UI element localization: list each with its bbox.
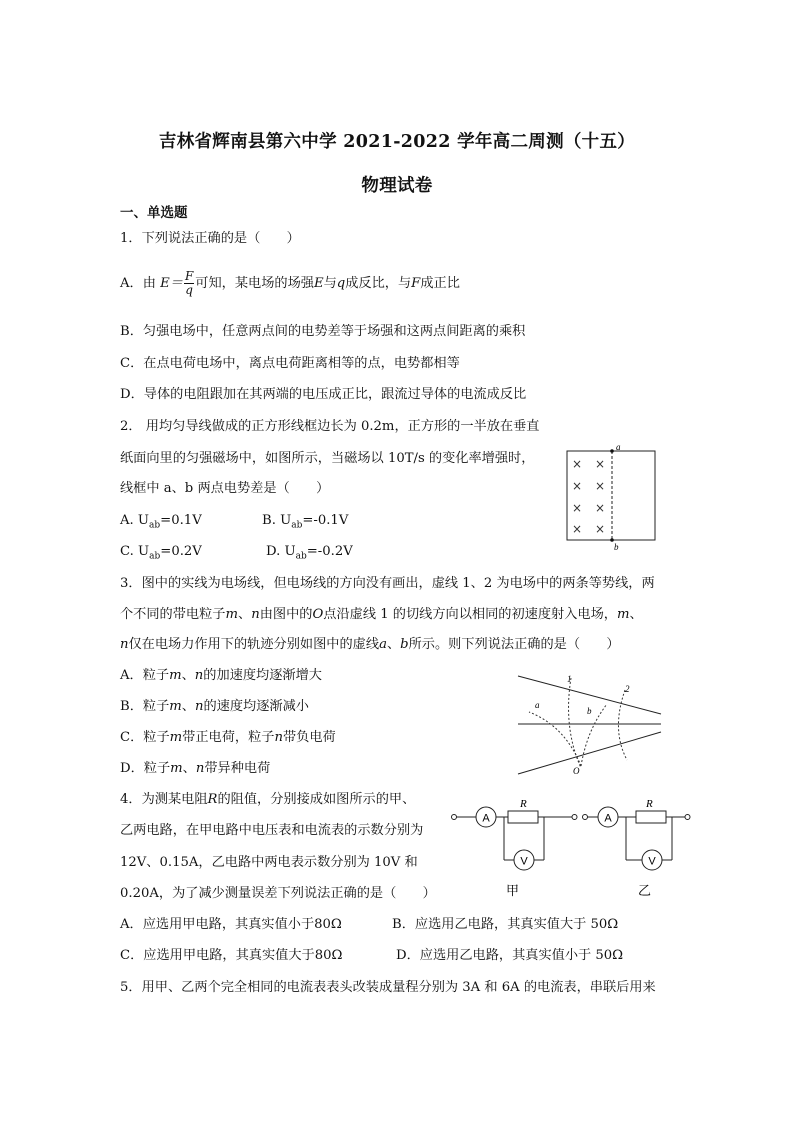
q3-option-b xyxy=(120,699,309,715)
q4-option-d: D．应选用乙电路，其真实值小于 50Ω xyxy=(396,948,624,963)
q4-jia-voltmeter-label: V xyxy=(520,855,528,868)
q4-option-a: A．应选用甲电路，其真实值小于80Ω xyxy=(120,917,342,932)
q3-m: m xyxy=(169,730,183,745)
q3-label-2: 2 xyxy=(625,684,630,694)
q4-yi-ammeter-label: A xyxy=(604,812,612,825)
q1-a-end: 成正比 xyxy=(420,276,460,291)
q3-sep: 、 xyxy=(238,607,252,622)
q4-jia-caption: 甲 xyxy=(506,884,520,899)
q4-option-c: C．应选用甲电路，其真实值大于80Ω xyxy=(120,948,343,963)
q1-a-mid2: 成反比，与 xyxy=(345,276,412,291)
q3-sep: 、 xyxy=(386,637,401,652)
q1-a-mid1: 与 xyxy=(323,276,337,291)
q3-b-pre: B．粒子 xyxy=(120,699,170,714)
q1-stem: 1．下列说法正确的是（ ） xyxy=(120,231,300,246)
q2-label-b: b xyxy=(614,542,619,552)
q2-point-a xyxy=(610,449,614,453)
q1-option-b: B．匀强电场中，任意两点间的电势差等于场强和这两点间距离的乘积 xyxy=(120,324,526,339)
q4-option-b: B．应选用乙电路，其真实值大于 50Ω xyxy=(392,917,619,932)
q3-n: n xyxy=(251,607,260,622)
q2-label-a: a xyxy=(616,442,621,452)
q2-cross: × xyxy=(595,501,606,515)
q1-option-c: C．在点电荷电场中，离点电荷距离相等的点，电势都相等 xyxy=(120,356,460,371)
q3-sep: 、 xyxy=(629,607,643,622)
q2-cross: × xyxy=(572,501,583,515)
q4-circuit-jia xyxy=(448,794,578,902)
q2-line3: 线框中 a、b 两点电势差是（ ） xyxy=(120,481,330,496)
page-title: 吉林省辉南县第六中学 2021-2022 学年高二周测（十五） xyxy=(158,132,636,152)
q3-field-line-bottom xyxy=(518,732,661,774)
q3-l3c: 所示。则下列说法正确的是（ ） xyxy=(408,637,620,652)
q2-cross: × xyxy=(595,479,606,493)
q2-b-sub: ab xyxy=(291,520,303,531)
q3-l2a: 个不同的带电粒子 xyxy=(120,607,226,622)
q4-l1b: 的阻值，分别接成如图所示的甲、 xyxy=(217,792,416,807)
q2-figure xyxy=(560,440,660,555)
q2-b-val: =-0.1V xyxy=(302,513,349,528)
q1-a-lhs: E＝ xyxy=(160,276,183,291)
q2-c-sub: ab xyxy=(149,551,161,562)
q4-jia-ammeter-label: A xyxy=(482,812,490,825)
q2-b-label: B. U xyxy=(262,513,292,528)
q3-sep: 、 xyxy=(182,761,196,776)
q2-d-sub: ab xyxy=(295,551,307,562)
q3-option-c xyxy=(120,730,336,746)
q2-cross: × xyxy=(572,479,583,493)
q3-sep: 、 xyxy=(181,668,195,683)
section-heading: 一、单选题 xyxy=(120,205,188,221)
q4-R: R xyxy=(207,792,218,807)
q2-line2: 纸面向里的匀强磁场中，如图所示，当磁场以 10T/s 的变化率增强时， xyxy=(120,451,535,466)
q2-a-val: =0.1V xyxy=(160,513,202,528)
q1-option-a xyxy=(120,269,460,299)
q4-l1a: 4．为测某电阻 xyxy=(120,792,208,807)
q2-option-d xyxy=(266,544,353,565)
q3-c-pre: C．粒子 xyxy=(120,730,170,745)
q3-trajectory-b xyxy=(581,704,607,766)
q3-a-post: 的加速度均逐渐增大 xyxy=(203,668,322,683)
q3-l3b: 仅在电场力作用下的轨迹分别如图中的虚线 xyxy=(128,637,380,652)
q3-label-b: b xyxy=(587,706,592,716)
q1-a-frac-den: q xyxy=(185,283,193,297)
q3-label-O: O xyxy=(573,766,580,776)
q3-line2 xyxy=(120,607,643,623)
q4-line1 xyxy=(120,792,415,808)
q3-m: m xyxy=(225,607,239,622)
q3-option-a xyxy=(120,668,322,684)
q2-cross: × xyxy=(595,457,606,471)
q3-a-pre: A．粒子 xyxy=(120,668,170,683)
q1-a-fraction xyxy=(184,270,194,297)
q1-a-q: q xyxy=(336,276,346,291)
q4-line3: 12V、0.15A，乙电路中两电表示数分别为 10V 和 xyxy=(120,855,418,870)
q3-figure xyxy=(515,668,665,780)
q2-option-a xyxy=(120,513,202,534)
q3-n: n xyxy=(194,668,204,683)
q2-cross: × xyxy=(572,522,583,536)
q3-d-post: 带异种电荷 xyxy=(204,761,271,776)
q1-a-frac-num: F xyxy=(184,269,194,283)
q3-m: m xyxy=(170,761,183,776)
q5-line1: 5．用甲、乙两个完全相同的电流表表头改装成量程分别为 3A 和 6A 的电流表，串联后用来 xyxy=(120,980,656,995)
q4-jia-terminal-left xyxy=(452,815,457,820)
q4-circuit-yi xyxy=(580,794,692,902)
q2-option-c xyxy=(120,544,202,565)
q3-n: n xyxy=(274,730,283,745)
q3-m: m xyxy=(169,668,182,683)
q2-cross: × xyxy=(595,522,606,536)
q3-equipotential-2 xyxy=(618,690,627,760)
q2-a-sub: ab xyxy=(149,520,161,531)
q3-m: m xyxy=(169,699,182,714)
q1-option-d: D．导体的电阻跟加在其两端的电压成正比，跟流过导体的电流成反比 xyxy=(120,387,527,402)
q3-n: n xyxy=(120,637,129,652)
q3-sep: 、 xyxy=(181,699,195,714)
q3-label-1: 1 xyxy=(567,674,572,684)
q3-n: n xyxy=(194,699,204,714)
q2-line1: 2． 用均匀导线做成的正方形线框边长为 0.2m，正方形的一半放在垂直 xyxy=(120,419,540,434)
q4-yi-resistor xyxy=(636,811,666,823)
q4-jia-resistor xyxy=(508,811,538,823)
q3-a: a xyxy=(379,637,387,652)
q3-O: O xyxy=(312,607,324,622)
q3-m: m xyxy=(616,607,630,622)
q3-option-d xyxy=(120,761,270,777)
q2-d-label: D. U xyxy=(266,544,296,559)
q2-c-label: C. U xyxy=(120,544,150,559)
q1-a-F: F xyxy=(411,276,421,291)
q3-l2b: 由图中的 xyxy=(259,607,313,622)
q3-b: b xyxy=(400,637,409,652)
q4-yi-voltmeter-label: V xyxy=(648,855,656,868)
q4-line4: 0.20A，为了减少测量误差下列说法正确的是（ ） xyxy=(120,886,436,901)
q1-a-E: E xyxy=(313,276,324,291)
q4-yi-resistor-label: R xyxy=(646,798,653,810)
q3-b-post: 的速度均逐渐减小 xyxy=(203,699,309,714)
q1-a-suffix: 可知，某电场的场强 xyxy=(195,276,314,291)
q4-yi-caption: 乙 xyxy=(638,884,652,899)
q2-c-val: =0.2V xyxy=(160,544,202,559)
q4-yi-terminal-right xyxy=(685,815,690,820)
q3-line1: 3．图中的实线为电场线，但电场线的方向没有画出，虚线 1、2 为电场中的两条等势线，两 xyxy=(120,576,655,591)
q2-d-val: =-0.2V xyxy=(306,544,353,559)
q3-d-pre: D．粒子 xyxy=(120,761,171,776)
q2-option-b xyxy=(262,513,348,534)
q3-n: n xyxy=(195,761,205,776)
q3-c-mid: 带正电荷，粒子 xyxy=(182,730,275,745)
q4-yi-terminal-left xyxy=(583,815,588,820)
q3-line3 xyxy=(120,637,620,653)
q3-label-a: a xyxy=(535,700,540,710)
page-subtitle: 物理试卷 xyxy=(361,176,433,196)
q4-line2: 乙两电路，在甲电路中电压表和电流表的示数分别为 xyxy=(120,823,424,838)
q4-jia-terminal-right xyxy=(572,815,577,820)
q1-a-prefix: A．由 xyxy=(120,276,156,291)
q4-jia-resistor-label: R xyxy=(520,798,527,810)
q2-cross: × xyxy=(572,457,583,471)
q3-l2c: 点沿虚线 1 的切线方向以相同的初速度射入电场， xyxy=(323,607,617,622)
q3-c-post: 带负电荷 xyxy=(282,730,336,745)
q2-a-label: A. U xyxy=(120,513,150,528)
